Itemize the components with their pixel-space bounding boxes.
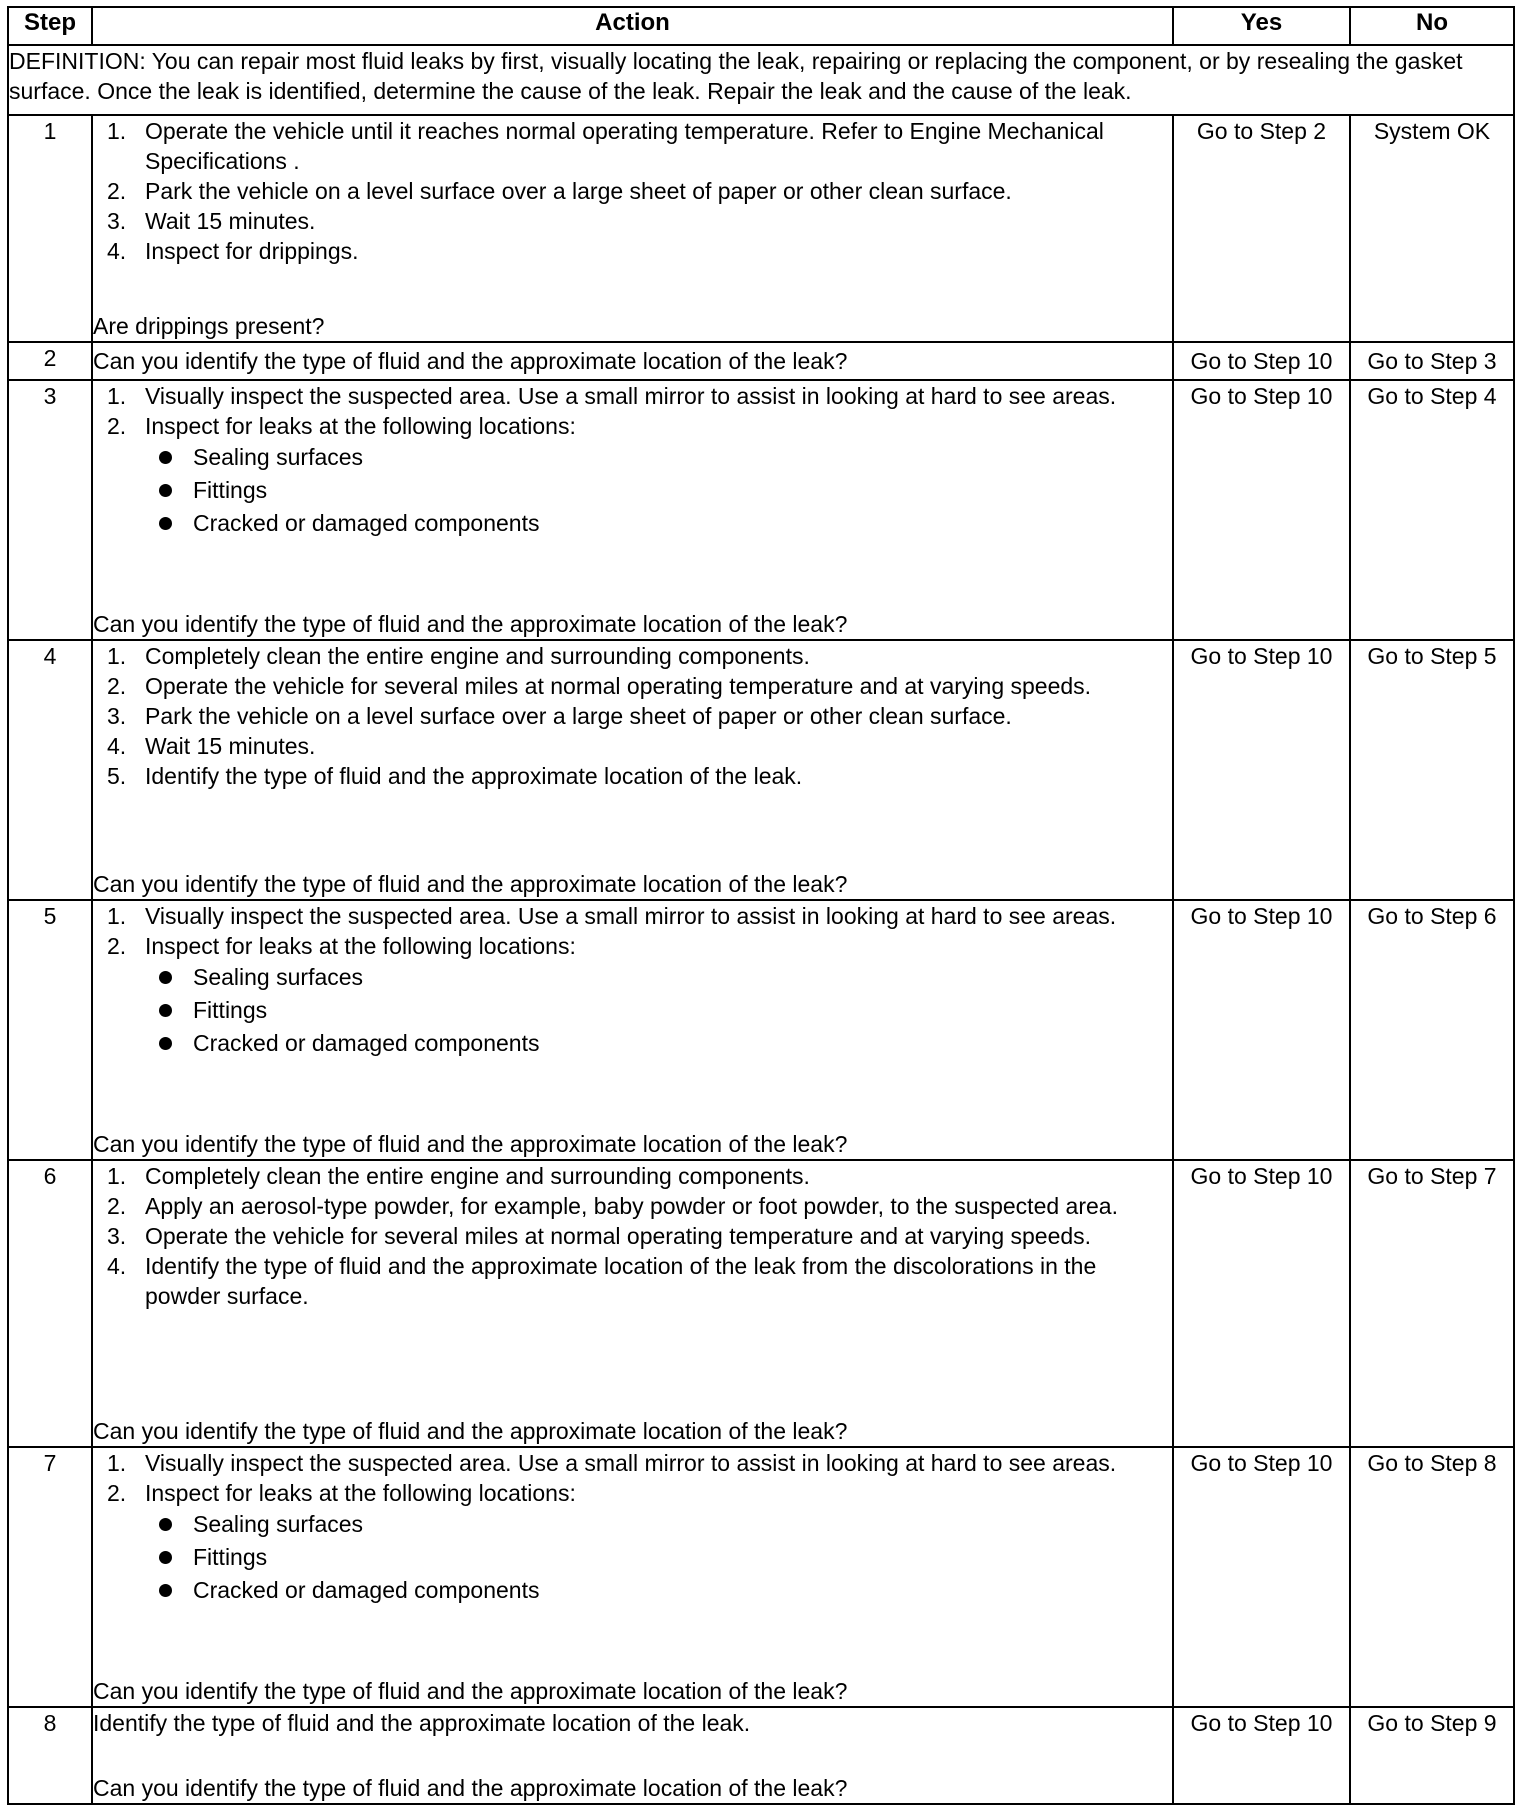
header-row	[8, 7, 1514, 45]
table-row	[8, 115, 1514, 342]
item-number: 2.	[107, 933, 127, 959]
list-item	[107, 671, 1172, 701]
item-text: Park the vehicle on a level surface over a large sheet of paper or other clean surface.	[145, 703, 1012, 729]
bullet-item	[193, 1508, 1172, 1541]
bullet-item	[193, 441, 1172, 474]
bullet-item	[193, 1027, 1172, 1060]
list-item	[107, 1161, 1172, 1191]
action-cell	[92, 342, 1173, 380]
item-number: 4.	[107, 1253, 127, 1279]
item-number: 2.	[107, 413, 127, 439]
bullet-text: Fittings	[193, 997, 268, 1023]
bullet-item	[193, 961, 1172, 994]
item-number: 2.	[107, 178, 127, 204]
bullet-text: Sealing surfaces	[193, 964, 364, 990]
action-cell	[92, 1447, 1173, 1707]
instruction-list	[93, 381, 1172, 540]
item-number: 2.	[107, 673, 127, 699]
question-text: Can you identify the type of fluid and the approximate location of the leak?	[93, 611, 848, 637]
no-result: System OK	[1350, 115, 1514, 342]
item-number: 4.	[107, 238, 127, 264]
instruction-list	[93, 901, 1172, 1060]
list-item	[107, 931, 1172, 1060]
step-number: 7	[8, 1447, 92, 1707]
question-text: Can you identify the type of fluid and the approximate location of the leak?	[93, 871, 848, 897]
item-text: Operate the vehicle until it reaches normal operating temperature. Refer to Engine Mechanical Specifications .	[145, 118, 1104, 174]
bullet-text: Cracked or damaged components	[193, 1030, 540, 1056]
bullet-text: Fittings	[193, 1544, 268, 1570]
table-row	[8, 640, 1514, 900]
bullet-icon	[159, 971, 172, 984]
header-yes: Yes	[1173, 7, 1350, 45]
no-result: Go to Step 6	[1350, 900, 1514, 1160]
list-item	[107, 701, 1172, 731]
item-number: 3.	[107, 208, 127, 234]
bullet-icon	[159, 451, 172, 464]
item-text: Apply an aerosol-type powder, for example, baby powder or foot powder, to the suspected area.	[145, 1193, 1118, 1219]
table-row	[8, 1447, 1514, 1707]
action-cell	[92, 640, 1173, 900]
item-text: Operate the vehicle for several miles at normal operating temperature and at varying speeds.	[145, 1223, 1092, 1249]
bullet-text: Fittings	[193, 477, 268, 503]
item-text: Wait 15 minutes.	[145, 208, 316, 234]
bullet-item	[193, 474, 1172, 507]
definition-row	[8, 45, 1514, 115]
item-number: 4.	[107, 733, 127, 759]
item-text: Visually inspect the suspected area. Use a small mirror to assist in looking at hard to see areas.	[145, 383, 1117, 409]
list-item	[107, 236, 1172, 266]
yes-result: Go to Step 10	[1173, 380, 1350, 640]
header-step: Step	[8, 7, 92, 45]
list-item	[107, 1478, 1172, 1607]
yes-result: Go to Step 10	[1173, 640, 1350, 900]
no-result: Go to Step 3	[1350, 342, 1514, 380]
definition-text: DEFINITION: You can repair most fluid leaks by first, visually locating the leak, repairing or replacing the component, or by resealing the gasket surface. Once the leak is identified, determine the cause of the leak. Repair the leak and the cause of the leak.	[8, 45, 1514, 115]
instruction-list	[93, 1448, 1172, 1607]
item-text: Visually inspect the suspected area. Use a small mirror to assist in looking at hard to see areas.	[145, 1450, 1117, 1476]
bullet-item	[193, 1574, 1172, 1607]
table-row	[8, 900, 1514, 1160]
question-text: Can you identify the type of fluid and the approximate location of the leak?	[93, 1418, 848, 1444]
step-number: 3	[8, 380, 92, 640]
yes-result: Go to Step 10	[1173, 1447, 1350, 1707]
step-number: 6	[8, 1160, 92, 1447]
no-result: Go to Step 5	[1350, 640, 1514, 900]
yes-result: Go to Step 10	[1173, 1160, 1350, 1447]
table-row	[8, 1707, 1514, 1804]
yes-result: Go to Step 10	[1173, 900, 1350, 1160]
action-cell	[92, 1160, 1173, 1447]
table-row	[8, 1160, 1514, 1447]
yes-result: Go to Step 10	[1173, 1707, 1350, 1804]
item-text: Identify the type of fluid and the approximate location of the leak from the discolorations in the powder surface.	[145, 1253, 1097, 1309]
no-result: Go to Step 4	[1350, 380, 1514, 640]
item-text: Completely clean the entire engine and surrounding components.	[145, 1163, 810, 1189]
list-item	[107, 1221, 1172, 1251]
item-number: 3.	[107, 703, 127, 729]
action-cell	[92, 115, 1173, 342]
item-text: Inspect for leaks at the following locations:	[145, 413, 576, 439]
header-no: No	[1350, 7, 1514, 45]
instruction-list	[93, 116, 1172, 266]
bullet-list	[145, 1508, 1172, 1607]
item-number: 1.	[107, 383, 127, 409]
bullet-text: Cracked or damaged components	[193, 510, 540, 536]
item-number: 1.	[107, 903, 127, 929]
item-text: Inspect for drippings.	[145, 238, 359, 264]
list-item	[107, 761, 1172, 791]
question-text: Can you identify the type of fluid and the approximate location of the leak?	[93, 1678, 848, 1704]
bullet-text: Sealing surfaces	[193, 1511, 364, 1537]
bullet-item	[193, 507, 1172, 540]
step-number: 8	[8, 1707, 92, 1804]
bullet-text: Cracked or damaged components	[193, 1577, 540, 1603]
bullet-icon	[159, 1584, 172, 1597]
item-number: 1.	[107, 1450, 127, 1476]
table-row	[8, 342, 1514, 380]
instruction-list	[93, 1161, 1172, 1311]
item-text: Completely clean the entire engine and surrounding components.	[145, 643, 810, 669]
list-item	[107, 731, 1172, 761]
list-item	[107, 381, 1172, 411]
item-text: Visually inspect the suspected area. Use a small mirror to assist in looking at hard to see areas.	[145, 903, 1117, 929]
item-text: Identify the type of fluid and the approximate location of the leak.	[145, 763, 803, 789]
no-result: Go to Step 7	[1350, 1160, 1514, 1447]
no-result: Go to Step 8	[1350, 1447, 1514, 1707]
yes-result: Go to Step 2	[1173, 115, 1350, 342]
item-number: 1.	[107, 1163, 127, 1189]
list-item	[107, 1251, 1172, 1311]
question-text: Can you identify the type of fluid and the approximate location of the leak?	[93, 1775, 848, 1801]
instruction-text: Identify the type of fluid and the approximate location of the leak.	[93, 1710, 751, 1736]
list-item	[107, 1191, 1172, 1221]
item-number: 1.	[107, 643, 127, 669]
header-action: Action	[92, 7, 1173, 45]
action-cell	[92, 900, 1173, 1160]
bullet-icon	[159, 1518, 172, 1531]
bullet-icon	[159, 484, 172, 497]
list-item	[107, 176, 1172, 206]
item-text: Park the vehicle on a level surface over a large sheet of paper or other clean surface.	[145, 178, 1012, 204]
item-text: Wait 15 minutes.	[145, 733, 316, 759]
list-item	[107, 901, 1172, 931]
bullet-list	[145, 961, 1172, 1060]
list-item	[107, 1448, 1172, 1478]
step-number: 4	[8, 640, 92, 900]
question-text: Are drippings present?	[93, 313, 325, 339]
bullet-icon	[159, 1037, 172, 1050]
step-number: 5	[8, 900, 92, 1160]
question-text: Can you identify the type of fluid and the approximate location of the leak?	[93, 348, 848, 374]
no-result: Go to Step 9	[1350, 1707, 1514, 1804]
table-row	[8, 380, 1514, 640]
item-number: 5.	[107, 763, 127, 789]
step-number: 1	[8, 115, 92, 342]
action-cell	[92, 380, 1173, 640]
step-number: 2	[8, 342, 92, 380]
list-item	[107, 641, 1172, 671]
instruction-list	[93, 641, 1172, 791]
yes-result: Go to Step 10	[1173, 342, 1350, 380]
bullet-icon	[159, 517, 172, 530]
item-number: 1.	[107, 118, 127, 144]
list-item	[107, 206, 1172, 236]
item-number: 2.	[107, 1480, 127, 1506]
item-text: Inspect for leaks at the following locations:	[145, 1480, 576, 1506]
action-cell	[92, 1707, 1173, 1804]
bullet-text: Sealing surfaces	[193, 444, 364, 470]
item-number: 2.	[107, 1193, 127, 1219]
list-item	[107, 411, 1172, 540]
bullet-item	[193, 994, 1172, 1027]
bullet-item	[193, 1541, 1172, 1574]
list-item	[107, 116, 1172, 176]
diagnostic-table	[7, 6, 1515, 1805]
item-text: Inspect for leaks at the following locations:	[145, 933, 576, 959]
bullet-icon	[159, 1004, 172, 1017]
item-number: 3.	[107, 1223, 127, 1249]
item-text: Operate the vehicle for several miles at normal operating temperature and at varying speeds.	[145, 673, 1092, 699]
bullet-icon	[159, 1551, 172, 1564]
question-text: Can you identify the type of fluid and the approximate location of the leak?	[93, 1131, 848, 1157]
bullet-list	[145, 441, 1172, 540]
